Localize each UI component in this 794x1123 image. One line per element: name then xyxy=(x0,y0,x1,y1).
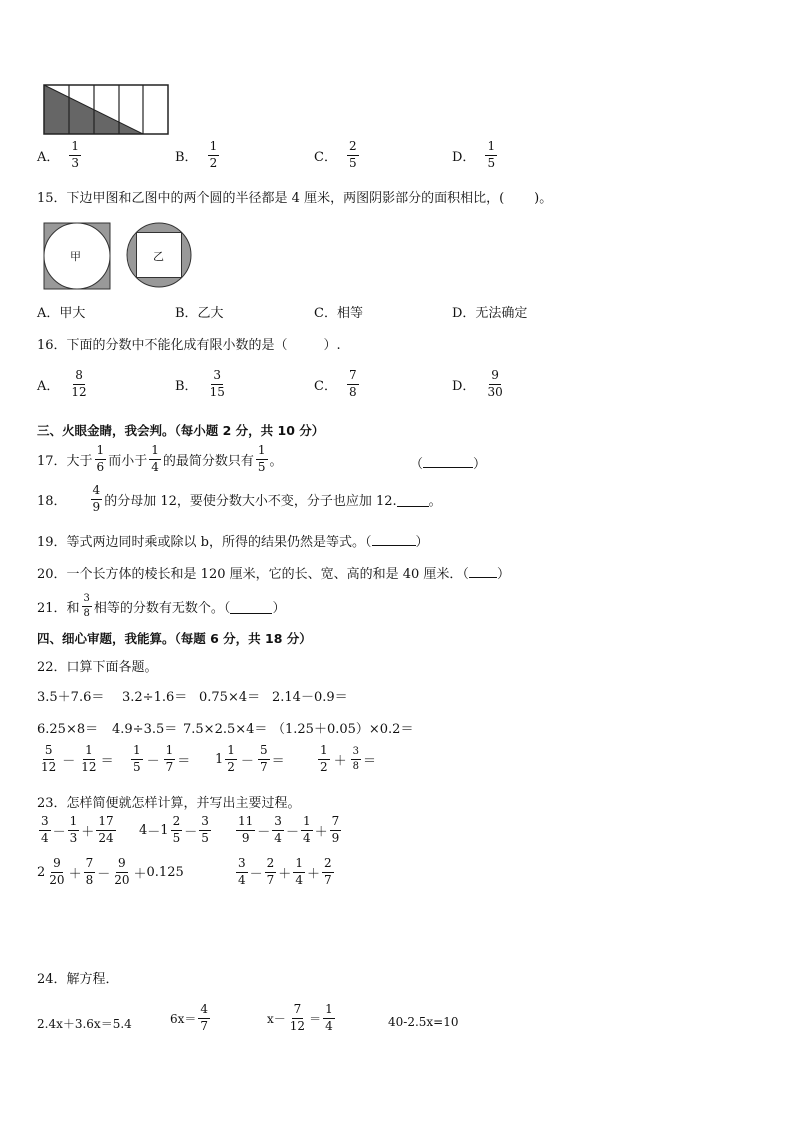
fraction: $\frac{7}{8}$ xyxy=(348,368,357,399)
q23-e1: $\frac{3}{4}$ － $\frac{1}{3}$ ＋ $\frac{17}{24}$ xyxy=(41,814,114,845)
fraction: $\frac{1}{2}$ xyxy=(209,139,218,170)
q22-row1-e2: 3.2÷1.6＝ xyxy=(122,690,188,705)
q16-option-c[interactable]: C． $\frac{7}{8}$ xyxy=(314,368,357,399)
q16-option-a[interactable]: A． $\frac{8}{12}$ xyxy=(37,368,87,399)
q14-figure xyxy=(43,84,171,136)
fraction: $\frac{9}{20}$ xyxy=(49,856,65,887)
fraction: $\frac{2}{7}$ xyxy=(266,856,275,887)
fraction: $\frac{1}{3}$ xyxy=(71,139,80,170)
q24-eq2: 6x＝ $\frac{4}{7}$ xyxy=(170,1002,209,1033)
section-3-title: 三、火眼金睛，我会判。（每小题 2 分，共 10 分） xyxy=(37,423,325,438)
q17-answer: （ ） xyxy=(410,457,487,472)
fraction: $\frac{3}{5}$ xyxy=(201,814,209,845)
fraction: $\frac{2}{5}$ xyxy=(172,814,181,845)
q24-eq1: 2.4x＋3.6x＝5.4 xyxy=(37,1017,132,1031)
fraction: $\frac{3}{4}$ xyxy=(41,814,49,845)
q15-label-jia: 甲 xyxy=(70,250,81,263)
q14-option-a[interactable]: A． $\frac{1}{3}$ xyxy=(37,139,80,170)
q14-option-d[interactable]: D． $\frac{1}{5}$ xyxy=(452,139,496,170)
q16-option-d[interactable]: D． $\frac{9}{30}$ xyxy=(452,368,503,399)
fraction: $\frac{1}{4}$ xyxy=(325,1002,333,1033)
q22-row1-e3: 0.75×4＝ xyxy=(199,690,261,705)
q22-row3-e1: $\frac{5}{12}$ － $\frac{1}{12}$ ＝ xyxy=(41,743,114,774)
q15-label-yi: 乙 xyxy=(153,250,164,263)
fraction: $\frac{1}{12}$ xyxy=(81,743,97,774)
q23-e5: $\frac{3}{4}$ － $\frac{2}{7}$ ＋ $\frac{1}{4}$ ＋ $\frac{2}{7}$ xyxy=(238,856,332,887)
fraction: $\frac{11}{9}$ xyxy=(238,814,254,845)
fraction: $\frac{2}{5}$ xyxy=(348,139,357,170)
q24-title: 24．解方程． xyxy=(37,972,119,987)
q21: 21．和 $\frac{3}{8}$ 相等的分数有无数个。（ ） xyxy=(37,593,286,619)
q23-title: 23．怎样简便就怎样计算，并写出主要过程。 xyxy=(37,796,301,811)
fraction: $\frac{5}{7}$ xyxy=(259,743,268,774)
answer-blank[interactable] xyxy=(469,577,497,578)
q22-row3-e2: $\frac{1}{5}$ － $\frac{1}{7}$ ＝ xyxy=(133,743,191,774)
fraction: $\frac{2}{7}$ xyxy=(323,856,332,887)
q22-row1-e4: 2.14－0.9＝ xyxy=(272,690,348,705)
q15-option-a[interactable]: A．甲大 xyxy=(37,306,86,321)
fraction: $\frac{1}{2}$ xyxy=(227,743,235,774)
q24-eq4: 40-2.5x=10 xyxy=(388,1015,459,1029)
q22-row2-e4: （1.25＋0.05）×0.2＝ xyxy=(272,722,414,737)
fraction: $\frac{1}{4}$ xyxy=(151,443,159,474)
q22-row2-e3: 7.5×2.5×4＝ xyxy=(183,722,268,737)
q19: 19．等式两边同时乘或除以 b，所得的结果仍然是等式。（ ） xyxy=(37,535,429,550)
q15-option-c[interactable]: C．相等 xyxy=(314,306,363,321)
fraction: $\frac{3}{15}$ xyxy=(209,368,225,399)
q22-row2-e2: 4.9÷3.5＝ xyxy=(112,722,178,737)
fraction: $\frac{5}{12}$ xyxy=(41,743,57,774)
q22-row3-e3: 1 $\frac{1}{2}$ － $\frac{5}{7}$ ＝ xyxy=(215,743,285,774)
fraction: $\frac{17}{24}$ xyxy=(98,814,114,845)
answer-blank[interactable] xyxy=(372,545,416,546)
q16-stem: 16．下面的分数中不能化成有限小数的是（ ）. xyxy=(37,338,341,353)
fraction: $\frac{4}{9}$ xyxy=(92,483,101,514)
fraction: $\frac{3}{4}$ xyxy=(274,814,282,845)
q23-e4: 2 $\frac{9}{20}$ ＋ $\frac{7}{8}$ － $\frac{9}{20}$ ＋ 0.125 xyxy=(37,856,184,887)
answer-blank[interactable] xyxy=(397,492,429,507)
q22-row1-e1: 3.5＋7.6＝ xyxy=(37,690,105,705)
q23-e2: 4 － 1 $\frac{2}{5}$ － $\frac{3}{5}$ xyxy=(139,814,209,845)
fraction: $\frac{1}{7}$ xyxy=(165,743,174,774)
q15-option-b[interactable]: B．乙大 xyxy=(175,306,224,321)
fraction: $\frac{7}{8}$ xyxy=(85,856,94,887)
answer-blank[interactable] xyxy=(423,467,473,468)
section-4-title: 四、细心审题，我能算。（每题 6 分，共 18 分） xyxy=(37,631,312,646)
fraction: $\frac{3}{8}$ xyxy=(83,593,90,619)
q14-option-c[interactable]: C． $\frac{2}{5}$ xyxy=(314,139,357,170)
fraction: $\frac{9}{30}$ xyxy=(487,368,503,399)
fraction: $\frac{9}{20}$ xyxy=(114,856,130,887)
fraction: $\frac{1}{5}$ xyxy=(257,443,266,474)
fraction: $\frac{1}{5}$ xyxy=(487,139,496,170)
fraction: $\frac{1}{4}$ xyxy=(295,856,303,887)
q15-option-d[interactable]: D．无法确定 xyxy=(452,306,528,321)
fraction: $\frac{3}{8}$ xyxy=(352,746,360,772)
fraction: $\frac{3}{4}$ xyxy=(238,856,246,887)
fraction: $\frac{1}{4}$ xyxy=(302,814,311,845)
fraction: $\frac{1}{2}$ xyxy=(320,743,328,774)
q18: 18． $\frac{4}{9}$ 的分母加 12，要使分数大小不变，分子也应加 12. 。 xyxy=(37,483,442,514)
q22-title: 22．口算下面各题。 xyxy=(37,660,158,675)
q15-stem: 15．下边甲图和乙图中的两个圆的半径都是 4 厘米，两图阴影部分的面积相比，( )。 xyxy=(37,191,553,206)
q24-eq3: x－ $\frac{7}{12}$ ＝ $\frac{1}{4}$ xyxy=(267,1002,333,1033)
fraction: $\frac{1}{5}$ xyxy=(133,743,141,774)
fraction: $\frac{1}{6}$ xyxy=(96,443,105,474)
fraction: $\frac{1}{3}$ xyxy=(69,814,78,845)
fraction: $\frac{7}{9}$ xyxy=(331,814,340,845)
q17: 17．大于 $\frac{1}{6}$ 而小于 $\frac{1}{4}$ 的最简分数只有 $\frac{1}{5}$ 。 xyxy=(37,443,283,474)
fraction: $\frac{4}{7}$ xyxy=(200,1002,209,1033)
fraction: $\frac{7}{12}$ xyxy=(289,1002,306,1033)
q16-option-b[interactable]: B． $\frac{3}{15}$ xyxy=(175,368,225,399)
q14-option-b[interactable]: B． $\frac{1}{2}$ xyxy=(175,139,218,170)
q22-row3-e4: $\frac{1}{2}$ ＋ $\frac{3}{8}$ ＝ xyxy=(320,743,377,774)
q23-e3: $\frac{11}{9}$ － $\frac{3}{4}$ － $\frac{1}{4}$ ＋ $\frac{7}{9}$ xyxy=(238,814,340,845)
answer-blank[interactable] xyxy=(230,599,272,614)
fraction: $\frac{8}{12}$ xyxy=(71,368,87,399)
q22-row2-e1: 6.25×8＝ xyxy=(37,722,99,737)
q20: 20．一个长方体的棱长和是 120 厘米，它的长、宽、高的和是 40 厘米．（ ） xyxy=(37,567,510,582)
